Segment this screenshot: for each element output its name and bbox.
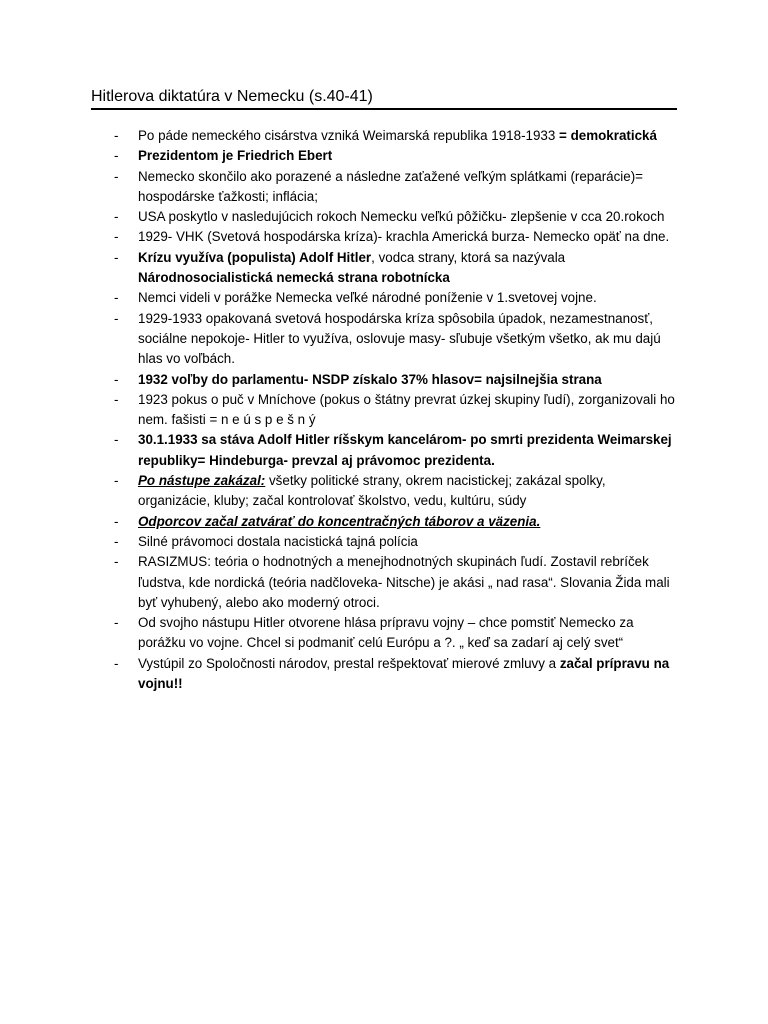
list-item [0,390,768,431]
bullet-dash: - [114,310,119,326]
text-segment: 30.1.1933 sa stáva Adolf Hitler ríšskym kancelárom- po smrti prezidenta Weimarskej republiky= Hindeburga- prevzal aj právomoc prezidenta. [138,432,672,468]
text-segment: 1923 pokus o puč v Mníchove (pokus o štátny prevrat úzkej skupiny ľudí), zorganizovali ho nem. fašisti = n e ú s p e š n ý [138,391,675,428]
text-segment: Odporcov začal zatvárať do koncentračných táborov a väzenia. [138,513,541,529]
text-segment: Národnosocialistická nemecká strana robotnícka [138,270,450,286]
bullet-dash: - [114,533,119,549]
bullet-dash: - [114,128,119,143]
text-segment: USA poskytlo v nasledujúcich rokoch Nemecku veľkú pôžičku- zlepšenie v cca 20.rokoch [138,209,665,225]
bullet-dash: - [114,290,119,306]
list-item-text [138,471,678,512]
text-segment: začal prípravu na vojnu!! [138,655,670,692]
text-segment: Silné právomoci dostala nacistická tajná polícia [138,533,418,549]
list-item-text [138,532,678,552]
bullet-list [0,126,768,694]
bullet-dash: - [114,655,119,671]
list-item-text [138,552,678,613]
list-item-text [138,309,678,370]
list-item [0,613,768,654]
text-segment: 1932 voľby do parlamentu- NSDP získalo 37% hlasov= najsilnejšia strana [138,371,602,387]
list-item-text [138,146,678,166]
text-segment: Po nástupe zakázal: [138,473,266,489]
text-segment: 1929-1933 opakovaná svetová hospodárska kríza spôsobila úpadok, nezamestnanosť, sociálne nepokoje- Hitler to využíva, oslovuje masy- sľubuje všetkým všetko, ak mu dajú hlas vo voľbách. [138,310,661,367]
list-item-text [138,430,678,471]
text-segment: Nemci videli v porážke Nemecka veľké národné poníženie v 1.svetovej vojne. [138,290,597,306]
bullet-dash: - [114,615,119,631]
list-item [0,309,768,370]
list-item [0,532,768,552]
list-item [0,227,768,247]
text-segment: Vystúpil zo Spoločnosti národov, prestal rešpektovať mierové zmluvy a [138,655,560,671]
text-segment: Krízu využíva (populista) Adolf Hitler [138,249,372,265]
list-item-text [138,227,678,247]
list-item-text [138,288,678,308]
list-item-text [138,512,678,532]
bullet-dash: - [114,473,119,489]
list-item [0,552,768,613]
list-item [0,654,768,695]
list-item [0,370,768,390]
list-item-text [138,654,678,695]
list-item-text [138,207,678,227]
list-item-text [138,126,678,146]
document-title: Hitlerova diktatúra v Nemecku (s.40-41) [91,88,373,105]
text-segment: Po páde nemeckého cisárstva vzniká Weimarská republika 1918-1933 [138,128,560,143]
list-item-text [138,390,678,431]
bullet-dash: - [114,371,119,387]
list-item-text [138,167,678,208]
list-item-text [138,248,678,289]
bullet-dash: - [114,249,119,265]
list-item [0,167,768,208]
list-item [0,126,768,146]
list-item [0,430,768,471]
title-underline [91,108,677,110]
text-segment: = demokratická [559,128,657,143]
bullet-dash: - [114,554,119,570]
list-item [0,288,768,308]
list-item [0,512,768,532]
text-segment: Od svojho nástupu Hitler otvorene hlása prípravu vojny – chce pomstiť Nemecko za porážku vo vojne. Chcel si podmaniť celú Európu a ?. „ keď sa zadarí aj celý svet“ [138,615,634,651]
list-item [0,207,768,227]
text-segment: 1929- VHK (Svetová hospodárska kríza)- krachla Americká burza- Nemecko opäť na dne. [138,229,670,245]
text-segment: , vodca strany, ktorá sa nazývala [371,249,566,265]
bullet-dash: - [114,148,119,164]
list-item [0,471,768,512]
list-item [0,248,768,289]
text-segment: všetky politické strany, okrem nacistickej; zakázal spolky, organizácie, kluby; začal kontrolovať školstvo, vedu, kultúru, súdy [138,473,606,509]
bullet-dash: - [114,432,119,448]
list-item [0,146,768,166]
list-item-text [138,370,678,390]
text-segment: Prezidentom je Friedrich Ebert [138,148,333,164]
bullet-dash: - [114,391,119,407]
bullet-dash: - [114,513,119,529]
text-segment: RASIZMUS: teória o hodnotných a menejhodnotných skupinách ľudí. Zostavil rebríček ľudstva, kde nordická (teória nadčloveka- Nitsche) je akási „ nad rasa“. Slovania Žida mali byť vyhubený, alebo ako moderný otroci. [138,554,670,610]
bullet-dash: - [114,229,119,245]
bullet-dash: - [114,209,119,225]
list-item-text [138,613,678,654]
bullet-dash: - [114,168,119,184]
text-segment: Nemecko skončilo ako porazené a následne zaťažené veľkým splátkami (reparácie)= hospodárske ťažkosti; inflácia; [138,168,644,204]
